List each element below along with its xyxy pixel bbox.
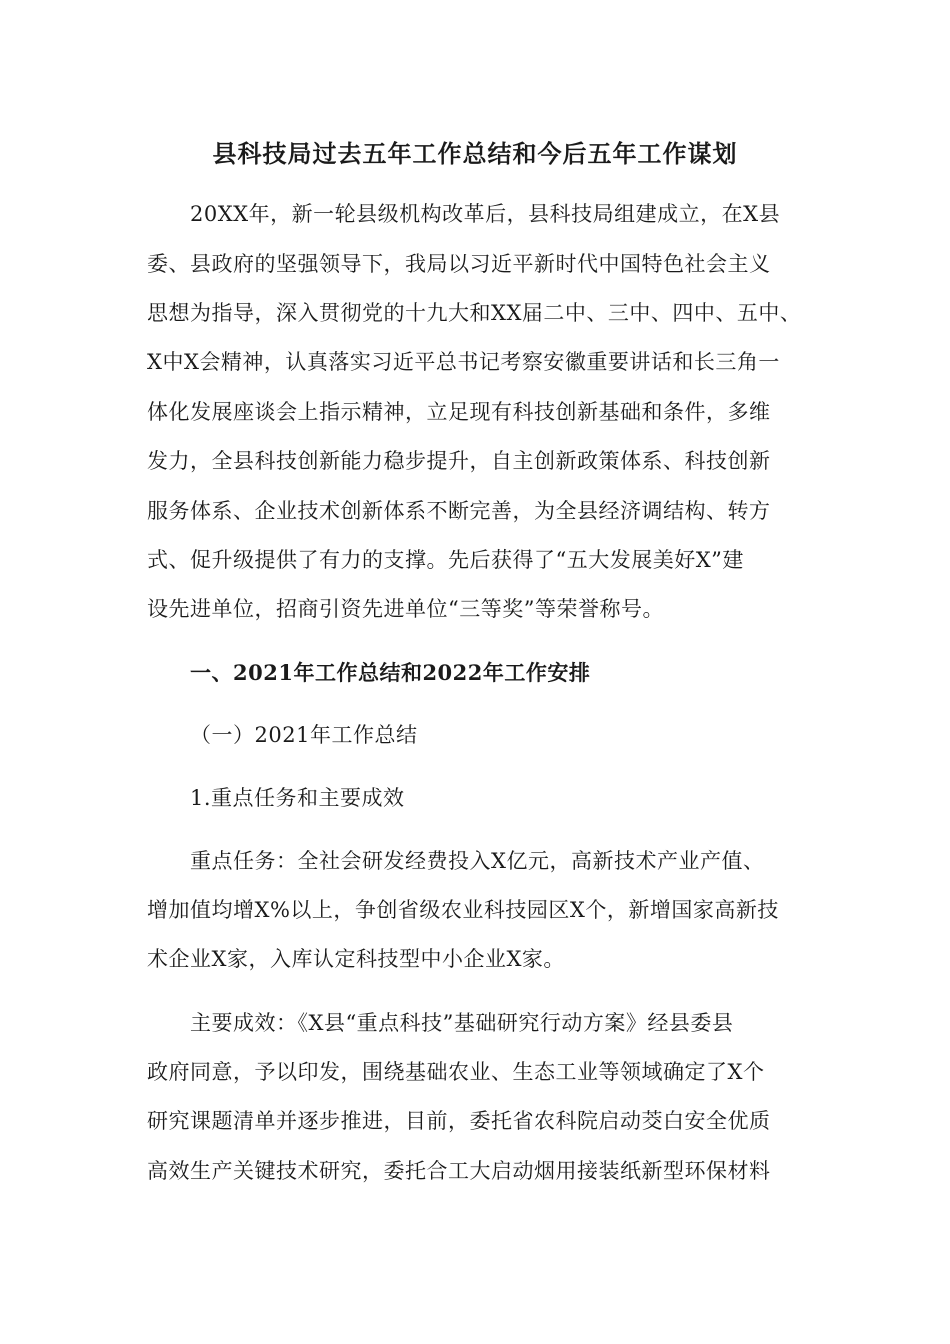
section-heading: 一、2021年工作总结和2022年工作安排 bbox=[190, 660, 591, 685]
tasks-line-3: 术企业X家，入库认定科技型中小企业X家。 bbox=[147, 947, 565, 971]
results-line-2: 政府同意，予以印发，围绕基础农业、生态工业等领域确定了X个 bbox=[147, 1060, 765, 1084]
subsection-heading: （一）2021年工作总结 bbox=[190, 723, 418, 747]
intro-line-3: 思想为指导，深入贯彻党的十九大和XX届二中、三中、四中、五中、 bbox=[147, 301, 802, 325]
intro-line-7: 服务体系、企业技术创新体系不断完善，为全县经济调结构、转方 bbox=[147, 499, 771, 523]
intro-line-1: 20XX年，新一轮县级机构改革后，县科技局组建成立，在X县 bbox=[190, 202, 781, 226]
tasks-line-2: 增加值均增X%以上，争创省级农业科技园区X个，新增国家高新技 bbox=[147, 898, 779, 922]
intro-line-4: X中X会精神，认真落实习近平总书记考察安徽重要讲话和长三角一 bbox=[147, 350, 780, 374]
intro-line-2: 委、县政府的坚强领导下，我局以习近平新时代中国特色社会主义 bbox=[147, 252, 771, 276]
results-line-1: 主要成效：《X县“重点科技”基础研究行动方案》经县委县 bbox=[190, 1011, 734, 1035]
tasks-line-1: 重点任务：全社会研发经费投入X亿元，高新技术产业产值、 bbox=[190, 849, 765, 873]
results-line-3: 研究课题清单并逐步推进，目前，委托省农科院启动茭白安全优质 bbox=[147, 1109, 771, 1133]
intro-line-6: 发力，全县科技创新能力稳步提升，自主创新政策体系、科技创新 bbox=[147, 449, 771, 473]
intro-line-9: 设先进单位，招商引资先进单位“三等奖”等荣誉称号。 bbox=[147, 597, 664, 621]
item-heading: 1.重点任务和主要成效 bbox=[190, 786, 405, 810]
document-title: 县科技局过去五年工作总结和今后五年工作谋划 bbox=[212, 139, 738, 168]
intro-line-5: 体化发展座谈会上指示精神，立足现有科技创新基础和条件，多维 bbox=[147, 400, 771, 424]
intro-line-8: 式、促升级提供了有力的支撑。先后获得了“五大发展美好X”建 bbox=[147, 548, 744, 572]
results-line-4: 高效生产关键技术研究，委托合工大启动烟用接装纸新型环保材料 bbox=[147, 1159, 771, 1183]
